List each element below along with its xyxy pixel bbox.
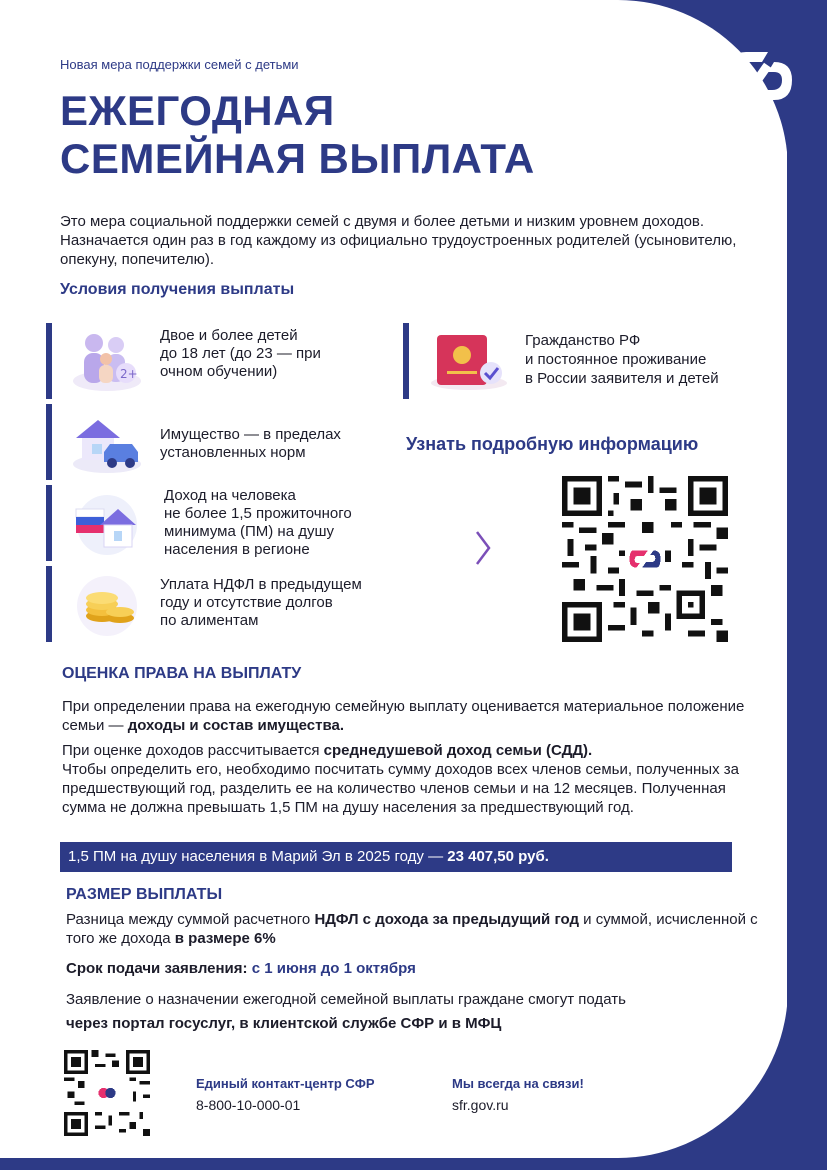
contact-phone[interactable]: 8-800-10-000-01 [196,1097,301,1113]
title-line-1: ЕЖЕГОДНАЯ [60,87,335,134]
brand-strip [787,0,827,1170]
apply-line-2: через портал госуслуг, в клиентской службе СФР и в МФЦ [66,1015,502,1032]
website-block [452,1076,584,1113]
eligibility-emphasis: доходы и состав имущества. [127,717,345,734]
amount-text: Разница между суммой расчетного [66,911,315,928]
coins-icon [72,572,142,636]
condition-item-tax [46,566,402,642]
svg-text:2+: 2+ [120,367,138,381]
condition-text: Уплата НДФЛ в предыдущем году и отсутствие долгов по алиментам [160,576,362,629]
house-flag-icon [72,491,142,555]
chevron-right-icon [474,530,492,566]
sfr-logo-icon [724,44,796,108]
amount-heading: РАЗМЕР ВЫПЛАТЫ [66,886,223,903]
title-line-2: СЕМЕЙНАЯ ВЫПЛАТА [60,135,535,182]
condition-text: Имущество — в пределах установленных норм [160,426,341,461]
more-info-heading: Узнать подробную информацию [406,434,699,454]
amount-text: и суммой, исчисленной с того же дохода [66,911,758,947]
deadline [66,960,416,977]
amount-paragraph [66,910,766,948]
intro-text: Это мера социальной поддержки семей с двумя и более детьми и низким уровнем доходов. Назначается один раз в год каждому из официально трудоустроенных родителей (усыновителю, опекуну, попечителю). [60,213,737,268]
condition-item-citizenship [403,323,789,399]
eligibility-paragraph-1 [62,697,762,735]
condition-text: Двое и более детей до 18 лет (до 23 — при очном обучении) [160,327,321,380]
conditions-heading: Условия получения выплаты [60,281,295,298]
house-car-icon [72,410,142,474]
threshold-value: 23 407,50 руб. [447,848,549,865]
deadline-value: с 1 июня до 1 октября [251,960,416,977]
apply-line-1: Заявление о назначении ежегодной семейной выплаты граждане смогут подать [66,991,626,1008]
eligibility-text: Чтобы определить его, необходимо посчитать сумму доходов всех членов семьи, полученных за предшествующий год, разделить ее на количество членов семьи и на 12 месяцев. Полученная сумма не должна превышать 1,5 ПМ на душу населения за предшествующий год. [62,761,739,816]
condition-item-property [46,404,402,480]
family-icon [72,329,142,393]
footer-qr-code-icon[interactable] [64,1050,150,1136]
contact-label: Единый контакт-центр СФР [196,1076,375,1091]
deadline-label: Срок подачи заявления: [66,960,252,977]
amount-emphasis: в размере 6% [174,930,276,947]
threshold-band [60,842,732,872]
eligibility-text: При определении права на ежегодную семейную выплату оценивается материальное положение семьи — [62,698,745,734]
eligibility-paragraph-2 [62,741,762,817]
condition-item-children [46,323,402,399]
condition-text: Гражданство РФ и постоянное проживание в России заявителя и детей [525,332,719,387]
amount-emphasis: НДФЛ с дохода за предыдущий год [314,911,579,928]
contact-center [196,1076,375,1113]
passport-icon [429,331,509,391]
condition-text: Доход на человека не более 1,5 прожиточного минимума (ПМ) на душу населения в регионе [164,487,352,558]
qr-code-icon[interactable] [562,476,728,642]
site-link[interactable]: sfr.gov.ru [452,1097,509,1113]
eligibility-emphasis: среднедушевой доход семьи (СДД). [323,742,593,759]
eligibility-text: При оценке доходов рассчитывается [62,742,324,759]
threshold-text: 1,5 ПМ на душу населения в Марий Эл в 2025 году — [68,848,448,865]
site-label: Мы всегда на связи! [452,1076,584,1091]
eligibility-heading: ОЦЕНКА ПРАВА НА ВЫПЛАТУ [62,665,302,682]
condition-item-income [46,485,402,561]
page-title [60,87,535,183]
eyebrow-text: Новая мера поддержки семей с детьми [60,57,299,72]
